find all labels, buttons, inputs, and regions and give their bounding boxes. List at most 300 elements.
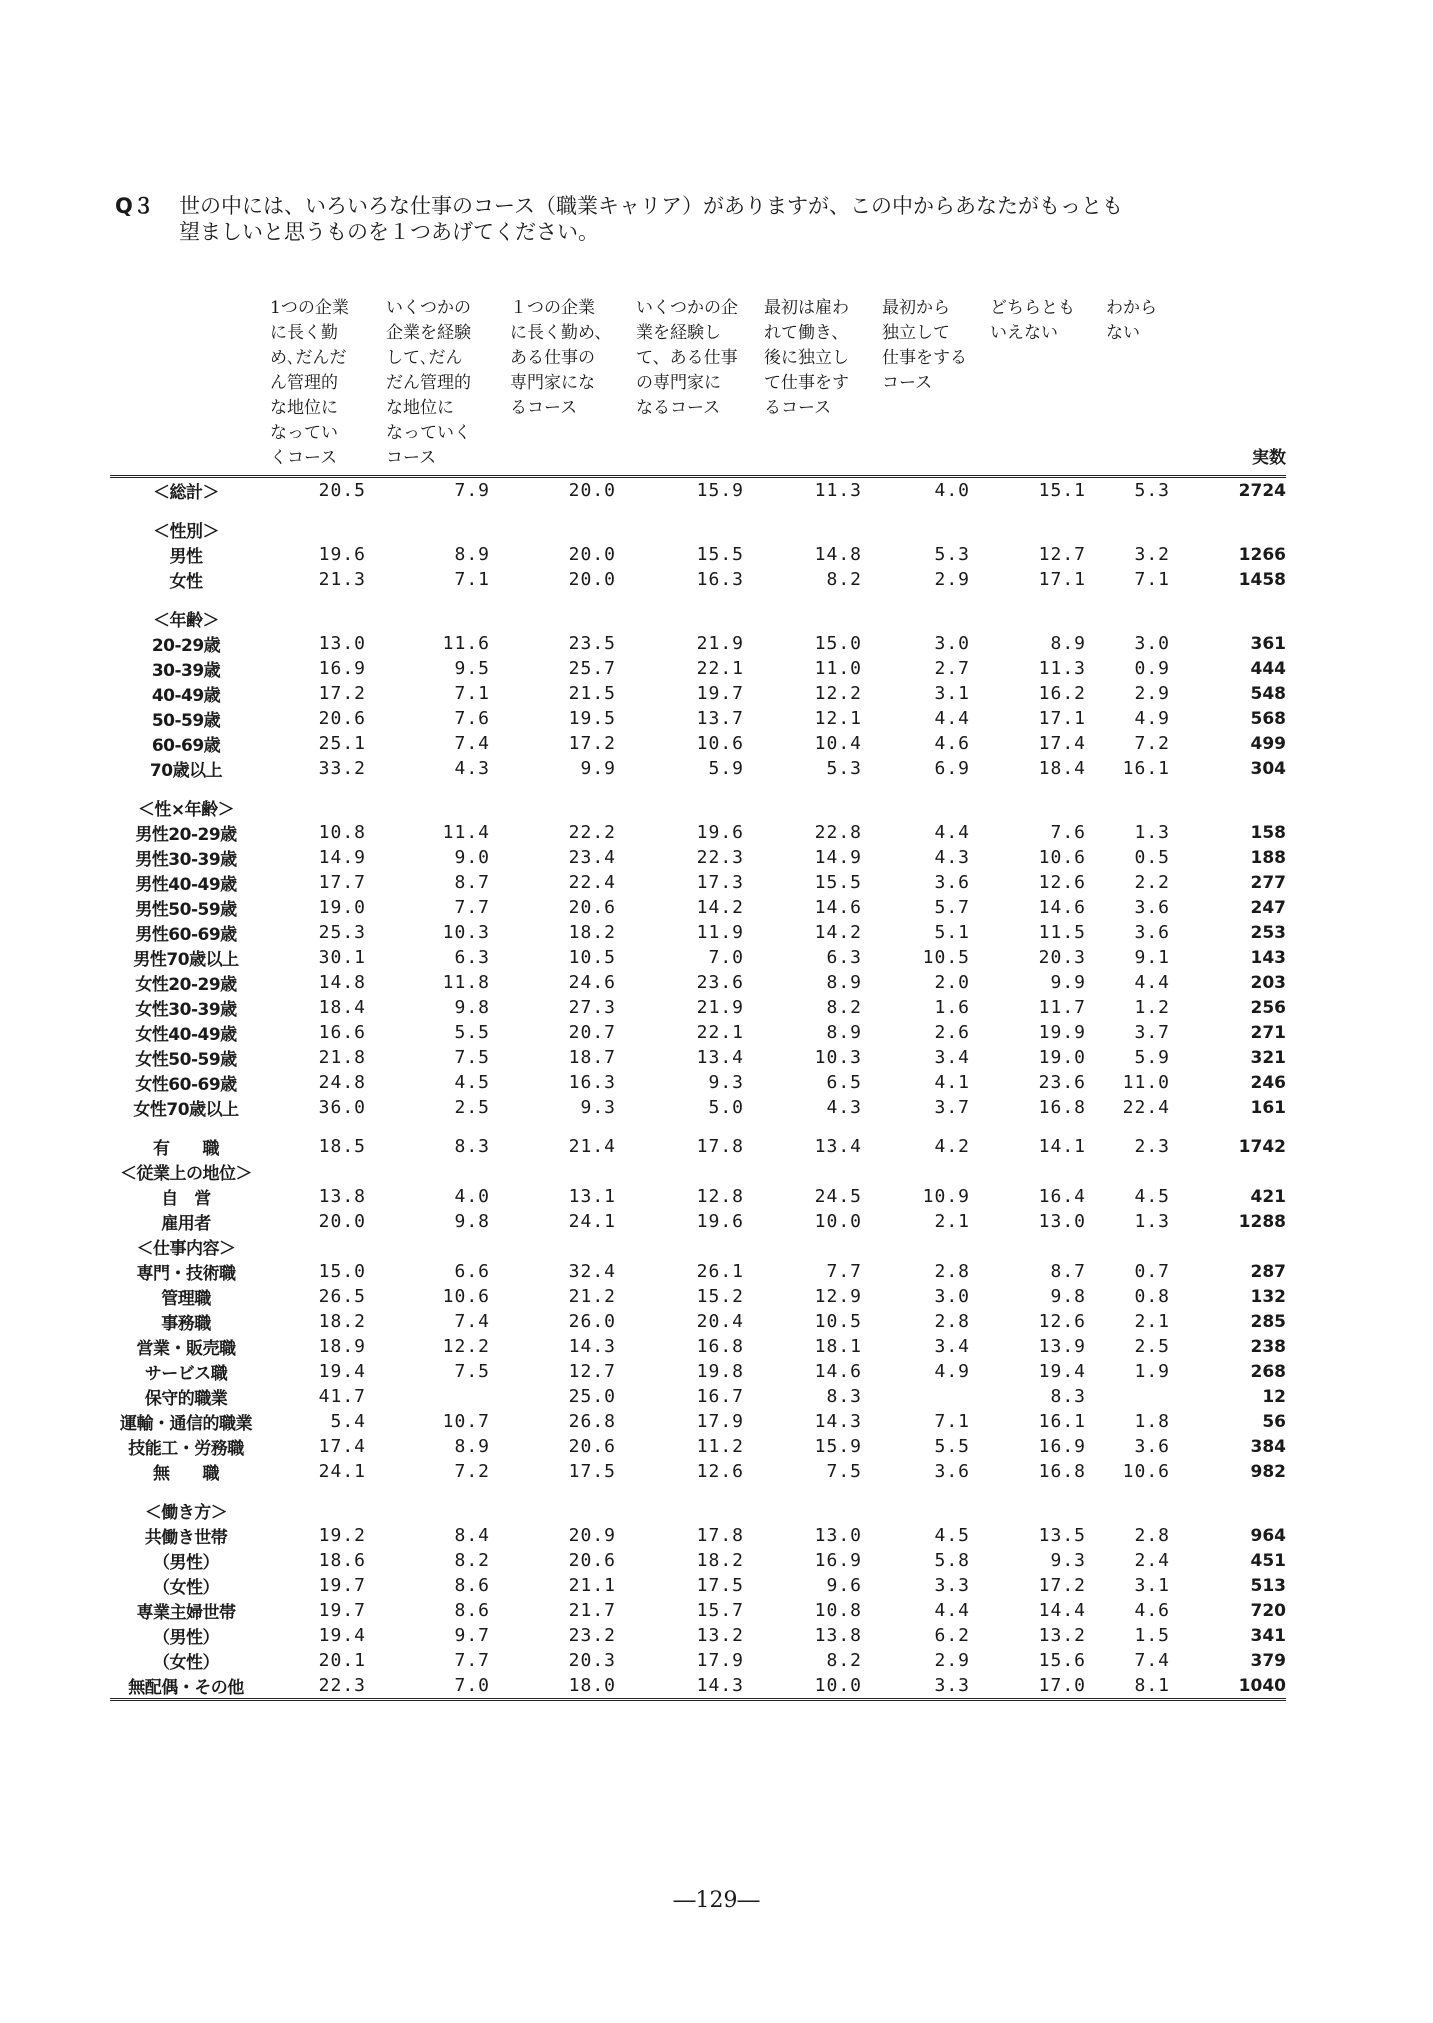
percent-cell: 18.2 (696, 1550, 744, 1571)
percent-cell: 22.2 (568, 822, 616, 843)
percent-cell: 5.3 (826, 758, 862, 779)
column-header: どちらとも いえない (990, 298, 1075, 343)
percent-cell: 4.5 (454, 1072, 490, 1093)
row-label: （女性） (153, 1578, 219, 1598)
percent-cell: 16.8 (1038, 1461, 1086, 1482)
percent-cell: 9.5 (454, 658, 490, 679)
group-heading-row (110, 795, 1286, 820)
row-label: 50-59歳 (151, 711, 221, 731)
question-number: Q３ (115, 194, 154, 218)
percent-cell: 16.6 (318, 1022, 366, 1043)
percent-cell: 7.4 (454, 1311, 490, 1332)
spacer-cell (110, 781, 1286, 795)
percent-cell: 8.9 (454, 544, 490, 565)
percent-cell: 33.2 (318, 758, 366, 779)
count-cell (1182, 1159, 1286, 1184)
percent-cell: 10.0 (756, 1673, 874, 1700)
percent-cell: 11.0 (814, 658, 862, 679)
percent-cell: 15.2 (696, 1286, 744, 1307)
percent-cell: 12.9 (814, 1286, 862, 1307)
percent-cell: 20.0 (568, 544, 616, 565)
percent-cell: 7.5 (454, 1361, 490, 1382)
percent-cell: 19.6 (318, 544, 366, 565)
row-label: 女性40-49歳 (135, 1025, 237, 1045)
count-cell: 143 (1250, 947, 1286, 968)
percent-cell (874, 1159, 982, 1184)
percent-cell: 14.8 (814, 544, 862, 565)
percent-cell: 11.8 (442, 972, 490, 993)
percent-cell (628, 517, 756, 542)
count-cell: 548 (1250, 683, 1286, 704)
percent-cell: 4.4 (1134, 972, 1170, 993)
table-row (110, 731, 1286, 756)
percent-cell: 11.3 (1038, 658, 1086, 679)
percent-cell: 1.8 (1134, 1411, 1170, 1432)
percent-cell (628, 606, 756, 631)
percent-cell: 5.5 (454, 1022, 490, 1043)
percent-cell: 13.0 (318, 633, 366, 654)
percent-cell: 13.0 (814, 1525, 862, 1546)
table-row (110, 706, 1286, 731)
percent-cell: 25.7 (568, 658, 616, 679)
count-cell: 287 (1250, 1261, 1286, 1282)
table-row (110, 1573, 1286, 1598)
row-label: 自 営 (161, 1189, 211, 1209)
percent-cell: 2.9 (1134, 683, 1170, 704)
percent-cell: 17.5 (568, 1461, 616, 1482)
percent-cell: 19.4 (318, 1361, 366, 1382)
table-row (110, 1648, 1286, 1673)
percent-cell: 18.1 (814, 1336, 862, 1357)
percent-cell: 20.4 (696, 1311, 744, 1332)
spacer-row (110, 781, 1286, 795)
percent-cell: 19.5 (568, 708, 616, 729)
percent-cell: 8.9 (826, 972, 862, 993)
percent-cell: 5.9 (1134, 1047, 1170, 1068)
percent-cell: 17.7 (318, 872, 366, 893)
row-label: 女性20-29歳 (135, 975, 237, 995)
count-cell: 513 (1250, 1575, 1286, 1596)
percent-cell: 26.0 (568, 1311, 616, 1332)
percent-cell: 19.6 (696, 1211, 744, 1232)
percent-cell (756, 1159, 874, 1184)
row-label: 20-29歳 (151, 636, 221, 656)
percent-cell: 15.1 (1038, 480, 1086, 501)
percent-cell: 4.4 (934, 822, 970, 843)
percent-cell: 8.3 (1050, 1386, 1086, 1407)
percent-cell: 9.8 (1050, 1286, 1086, 1307)
percent-cell: 17.1 (1038, 708, 1086, 729)
percent-cell: 13.0 (1038, 1211, 1086, 1232)
percent-cell: 6.6 (454, 1261, 490, 1282)
percent-cell: 13.5 (1038, 1525, 1086, 1546)
percent-cell: 14.2 (814, 922, 862, 943)
percent-cell: 1.6 (934, 997, 970, 1018)
percent-cell: 10.5 (922, 947, 970, 968)
count-cell: 304 (1250, 758, 1286, 779)
table-row (110, 1209, 1286, 1234)
percent-cell: 17.2 (568, 733, 616, 754)
percent-cell: 21.9 (696, 633, 744, 654)
table-row (110, 1020, 1286, 1045)
percent-cell: 24.1 (568, 1211, 616, 1232)
percent-cell: 14.6 (814, 897, 862, 918)
percent-cell: 2.8 (934, 1311, 970, 1332)
percent-cell (1098, 795, 1182, 820)
count-cell: 1458 (1238, 569, 1286, 590)
percent-cell (378, 1384, 502, 1409)
percent-cell: 16.3 (696, 569, 744, 590)
percent-cell: 7.1 (454, 569, 490, 590)
row-label-header (110, 296, 262, 477)
percent-cell: 20.6 (568, 1550, 616, 1571)
percent-cell: 23.6 (1038, 1072, 1086, 1093)
percent-cell: 15.9 (814, 1436, 862, 1457)
spacer-cell (110, 503, 1286, 517)
column-header: わから ない (1106, 298, 1157, 343)
percent-cell: 19.7 (318, 1600, 366, 1621)
percent-cell: 19.8 (696, 1361, 744, 1382)
percent-cell: 15.7 (696, 1600, 744, 1621)
percent-cell (628, 1234, 756, 1259)
table-row (110, 1095, 1286, 1120)
percent-cell: 22.8 (814, 822, 862, 843)
percent-cell: 18.2 (568, 922, 616, 943)
percent-cell: 12.6 (1038, 872, 1086, 893)
percent-cell: 5.3 (1134, 480, 1170, 501)
percent-cell: 7.1 (934, 1411, 970, 1432)
percent-cell: 19.7 (318, 1575, 366, 1596)
percent-cell (378, 1159, 502, 1184)
percent-cell (1098, 1498, 1182, 1523)
spacer-cell (110, 1484, 1286, 1498)
count-cell: 203 (1250, 972, 1286, 993)
percent-cell: 4.2 (934, 1136, 970, 1157)
column-header: 1つの企業 に長く勤 め､だんだ ん管理的 な地位に なってい くコース (270, 298, 349, 468)
row-label: 30-39歳 (151, 661, 221, 681)
count-cell: 720 (1250, 1600, 1286, 1621)
percent-cell (756, 1498, 874, 1523)
count-cell: 161 (1250, 1097, 1286, 1118)
percent-cell: 16.9 (1038, 1436, 1086, 1457)
percent-cell: 8.2 (826, 997, 862, 1018)
percent-cell: 17.8 (696, 1136, 744, 1157)
percent-cell: 9.3 (708, 1072, 744, 1093)
percent-cell: 10.9 (922, 1186, 970, 1207)
count-cell: 568 (1250, 708, 1286, 729)
percent-cell: 3.1 (1134, 1575, 1170, 1596)
percent-cell: 4.3 (934, 847, 970, 868)
percent-cell: 21.2 (568, 1286, 616, 1307)
percent-cell: 18.7 (568, 1047, 616, 1068)
row-label: 男性40-49歳 (135, 875, 237, 895)
row-label: 女性50-59歳 (135, 1050, 237, 1070)
percent-cell: 4.9 (934, 1361, 970, 1382)
percent-cell: 25.0 (568, 1386, 616, 1407)
percent-cell: 0.8 (1134, 1286, 1170, 1307)
percent-cell: 13.7 (696, 708, 744, 729)
question-line-1: 世の中には、いろいろな仕事のコース（職業キャリア）がありますが、この中からあなたがもっとも (179, 194, 1123, 218)
percent-cell: 23.4 (568, 847, 616, 868)
count-cell (1182, 795, 1286, 820)
percent-cell (1098, 517, 1182, 542)
row-label: 男性 (169, 547, 203, 567)
table-row (110, 895, 1286, 920)
percent-cell: 20.0 (568, 480, 616, 501)
percent-cell: 4.3 (454, 758, 490, 779)
percent-cell: 2.7 (934, 658, 970, 679)
row-label: 70歳以上 (149, 761, 223, 781)
percent-cell (502, 795, 628, 820)
percent-cell: 13.4 (696, 1047, 744, 1068)
count-cell: 271 (1250, 1022, 1286, 1043)
table-row (110, 1309, 1286, 1334)
percent-cell: 2.9 (934, 569, 970, 590)
count-cell: 56 (1262, 1411, 1286, 1432)
percent-cell: 7.7 (454, 1650, 490, 1671)
percent-cell (874, 1498, 982, 1523)
percent-cell: 1.3 (1134, 1211, 1170, 1232)
percent-cell (982, 1234, 1098, 1259)
percent-cell (1098, 1159, 1182, 1184)
percent-cell: 25.1 (318, 733, 366, 754)
percent-cell: 14.2 (696, 897, 744, 918)
percent-cell: 11.7 (1038, 997, 1086, 1018)
percent-cell (262, 517, 378, 542)
row-label: サービス職 (144, 1364, 228, 1384)
row-label: （女性） (153, 1653, 219, 1673)
percent-cell: 5.7 (934, 897, 970, 918)
percent-cell: 9.9 (1050, 972, 1086, 993)
percent-cell (1098, 1234, 1182, 1259)
group-heading: ＜年齢＞ (153, 611, 219, 631)
column-header: １つの企業 に長く勤め、 ある仕事の 専門家にな るコース (510, 298, 612, 418)
percent-cell: 7.9 (454, 480, 490, 501)
row-label: 男性50-59歳 (135, 900, 237, 920)
table-row (110, 756, 1286, 781)
row-label: 無 職 (153, 1464, 219, 1484)
percent-cell: 25.3 (318, 922, 366, 943)
percent-cell: 9.9 (580, 758, 616, 779)
count-cell: 379 (1250, 1650, 1286, 1671)
count-cell (1182, 517, 1286, 542)
percent-cell: 7.7 (826, 1261, 862, 1282)
percent-cell: 3.4 (934, 1047, 970, 1068)
percent-cell: 1.3 (1134, 822, 1170, 843)
count-cell: 341 (1250, 1625, 1286, 1646)
percent-cell: 9.1 (1134, 947, 1170, 968)
percent-cell: 19.0 (318, 897, 366, 918)
percent-cell: 10.7 (442, 1411, 490, 1432)
percent-cell: 7.0 (708, 947, 744, 968)
table-row (110, 845, 1286, 870)
percent-cell: 0.5 (1134, 847, 1170, 868)
percent-cell: 10.0 (814, 1211, 862, 1232)
table-row (110, 995, 1286, 1020)
percent-cell: 10.8 (318, 822, 366, 843)
percent-cell: 8.1 (1098, 1673, 1182, 1700)
row-label: 男性70歳以上 (133, 950, 239, 970)
table-row (110, 1134, 1286, 1159)
percent-cell: 3.1 (934, 683, 970, 704)
row-label: 運輸・通信的職業 (120, 1414, 252, 1434)
percent-cell: 12.1 (814, 708, 862, 729)
percent-cell: 20.3 (1038, 947, 1086, 968)
percent-cell: 15.9 (696, 480, 744, 501)
count-cell: 1266 (1238, 544, 1286, 565)
percent-cell: 7.5 (826, 1461, 862, 1482)
percent-cell (378, 606, 502, 631)
percent-cell: 13.8 (814, 1625, 862, 1646)
group-heading: ＜仕事内容＞ (136, 1239, 236, 1259)
group-heading-row (110, 1234, 1286, 1259)
percent-cell: 3.7 (1134, 1022, 1170, 1043)
percent-cell: 18.4 (1038, 758, 1086, 779)
percent-cell: 24.8 (318, 1072, 366, 1093)
row-label: 女性 (169, 572, 203, 592)
percent-cell: 18.5 (318, 1136, 366, 1157)
percent-cell: 20.0 (568, 569, 616, 590)
percent-cell: 3.0 (1134, 633, 1170, 654)
column-header: 最初から 独立して 仕事をする コース (882, 298, 967, 393)
row-label: 有 職 (153, 1139, 219, 1159)
percent-cell: 9.3 (580, 1097, 616, 1118)
group-heading: ＜働き方＞ (144, 1503, 228, 1523)
percent-cell: 20.7 (568, 1022, 616, 1043)
percent-cell (874, 795, 982, 820)
row-label: 女性60-69歳 (135, 1075, 237, 1095)
percent-cell: 12.7 (1038, 544, 1086, 565)
percent-cell: 4.4 (934, 708, 970, 729)
spacer-row (110, 592, 1286, 606)
percent-cell: 16.8 (1038, 1097, 1086, 1118)
percent-cell: 20.5 (318, 480, 366, 501)
percent-cell: 5.3 (934, 544, 970, 565)
percent-cell: 20.6 (568, 1436, 616, 1457)
percent-cell: 17.2 (1038, 1575, 1086, 1596)
column-header: いくつかの企 業を経験し て、ある仕事 の専門家に なるコース (636, 298, 738, 418)
percent-cell: 1.9 (1134, 1361, 1170, 1382)
table-row (110, 1259, 1286, 1284)
table-row (110, 945, 1286, 970)
group-heading-row (110, 517, 1286, 542)
row-label: 女性30-39歳 (135, 1000, 237, 1020)
percent-cell: 2.0 (934, 972, 970, 993)
count-cell: 982 (1250, 1461, 1286, 1482)
table-row (110, 870, 1286, 895)
percent-cell: 10.5 (568, 947, 616, 968)
percent-cell: 41.7 (318, 1386, 366, 1407)
percent-cell: 3.3 (874, 1673, 982, 1700)
group-heading-row (110, 1498, 1286, 1523)
group-heading-row (110, 606, 1286, 631)
percent-cell: 16.4 (1038, 1186, 1086, 1207)
percent-cell: 11.0 (1122, 1072, 1170, 1093)
percent-cell (262, 1159, 378, 1184)
percent-cell (502, 517, 628, 542)
percent-cell: 32.4 (568, 1261, 616, 1282)
percent-cell: 11.6 (442, 633, 490, 654)
percent-cell: 21.5 (568, 683, 616, 704)
percent-cell: 2.9 (934, 1650, 970, 1671)
percent-cell: 20.6 (318, 708, 366, 729)
percent-cell: 5.8 (934, 1550, 970, 1571)
percent-cell: 9.6 (826, 1575, 862, 1596)
percent-cell: 22.4 (1122, 1097, 1170, 1118)
percent-cell: 10.6 (442, 1286, 490, 1307)
percent-cell: 22.3 (696, 847, 744, 868)
percent-cell: 6.2 (934, 1625, 970, 1646)
count-cell: 444 (1250, 658, 1286, 679)
percent-cell: 4.0 (454, 1186, 490, 1207)
percent-cell: 3.2 (1134, 544, 1170, 565)
row-label: 男性30-39歳 (135, 850, 237, 870)
percent-cell: 11.2 (696, 1436, 744, 1457)
percent-cell: 17.4 (1038, 733, 1086, 754)
percent-cell: 21.7 (568, 1600, 616, 1621)
percent-cell: 24.6 (568, 972, 616, 993)
percent-cell: 20.1 (318, 1650, 366, 1671)
row-label: 共働き世帯 (144, 1528, 228, 1548)
percent-cell: 12.6 (696, 1461, 744, 1482)
percent-cell: 16.9 (318, 658, 366, 679)
percent-cell: 24.5 (814, 1186, 862, 1207)
percent-cell (378, 517, 502, 542)
row-label: 女性70歳以上 (133, 1100, 239, 1120)
percent-cell: 15.6 (1038, 1650, 1086, 1671)
percent-cell: 14.1 (1038, 1136, 1086, 1157)
percent-cell: 13.1 (568, 1186, 616, 1207)
percent-cell: 3.6 (1134, 922, 1170, 943)
percent-cell: 22.1 (696, 658, 744, 679)
table-row (110, 1523, 1286, 1548)
row-label: 管理職 (161, 1289, 211, 1309)
percent-cell: 7.4 (1134, 1650, 1170, 1671)
percent-cell: 23.2 (568, 1625, 616, 1646)
row-label: 無配偶・その他 (110, 1673, 262, 1700)
row-label: 男性20-29歳 (135, 825, 237, 845)
percent-cell: 19.9 (1038, 1022, 1086, 1043)
percent-cell: 10.6 (696, 733, 744, 754)
percent-cell: 8.6 (454, 1600, 490, 1621)
percent-cell: 20.6 (568, 897, 616, 918)
percent-cell: 3.6 (934, 1461, 970, 1482)
percent-cell (378, 1234, 502, 1259)
percent-cell: 11.9 (696, 922, 744, 943)
table-row (110, 1284, 1286, 1309)
row-label: 技能工・労務職 (128, 1439, 244, 1459)
percent-cell: 8.9 (826, 1022, 862, 1043)
row-label: （男性） (153, 1553, 219, 1573)
percent-cell: 19.4 (318, 1625, 366, 1646)
table-row (110, 1434, 1286, 1459)
percent-cell: 12.6 (1038, 1311, 1086, 1332)
percent-cell (874, 1234, 982, 1259)
percent-cell: 20.0 (318, 1211, 366, 1232)
percent-cell: 20.9 (568, 1525, 616, 1546)
percent-cell: 5.5 (934, 1436, 970, 1457)
percent-cell (502, 1234, 628, 1259)
percent-cell: 5.4 (330, 1411, 366, 1432)
table-row (110, 1334, 1286, 1359)
count-cell (1182, 1498, 1286, 1523)
table-row (110, 1070, 1286, 1095)
percent-cell: 5.0 (708, 1097, 744, 1118)
percent-cell: 16.8 (696, 1336, 744, 1357)
count-cell: 268 (1250, 1361, 1286, 1382)
percent-cell: 17.9 (696, 1411, 744, 1432)
percent-cell: 23.5 (568, 633, 616, 654)
